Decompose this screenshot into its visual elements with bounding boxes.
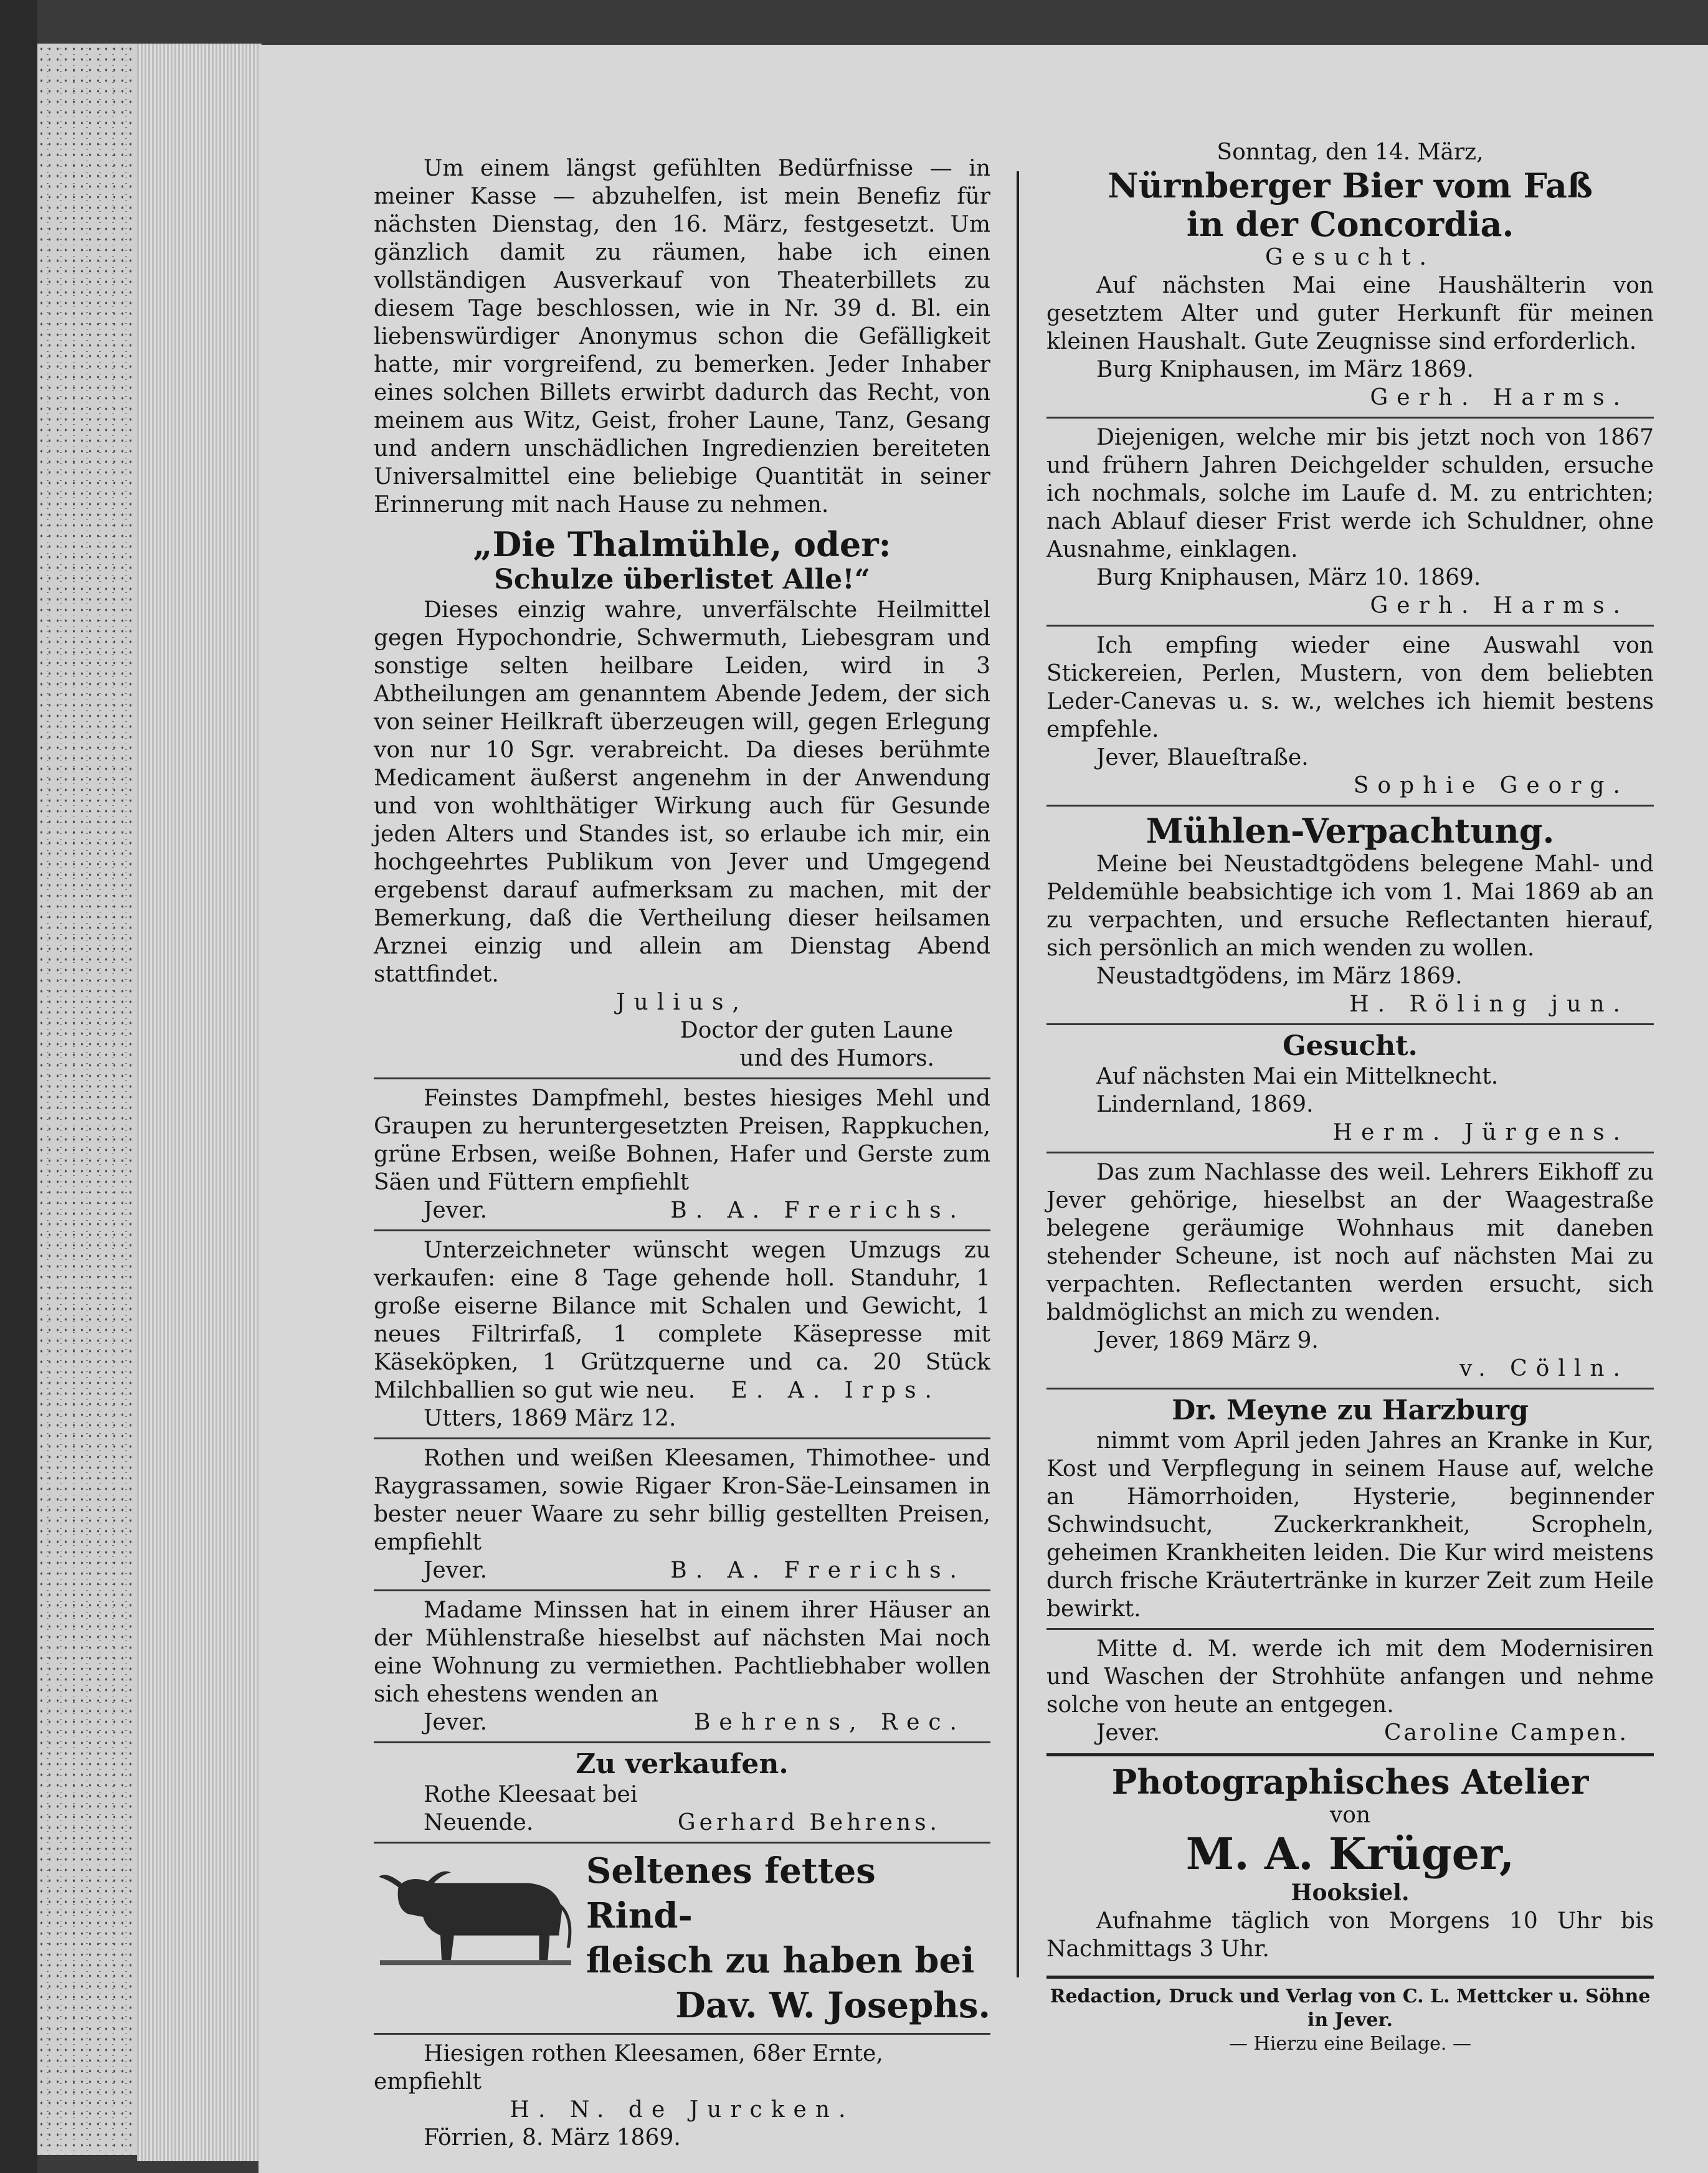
imprint-separator — [1046, 1976, 1654, 1979]
embroidery-place: Jever, Blaueſtraße. — [1096, 745, 1309, 770]
play-subtitle: Schulze überlistet Alle!“ — [494, 564, 870, 595]
mill-lease-text: Meine bei Neustadtgödens belegene Mahl- und Peldemühle beabsichtige ich vom 1. Mai 1869 ab an zu verpachten, und ersuche Reflectanten hierauf, sich persönlich an mich wenden zu wollen. — [1046, 851, 1654, 961]
ad-seeds-place: Jever. — [424, 1558, 488, 1583]
ad-apartment-signature — [374, 1708, 990, 1736]
farmhand-heading: Gesucht. — [1283, 1030, 1418, 1062]
beef-line-2: fleisch zu haben bei — [586, 1940, 975, 1981]
beef-ad-text — [586, 1849, 990, 2028]
ad-separator — [1046, 1628, 1654, 1630]
dike-fee-place: Burg Kniphausen, März 10. 1869. — [1096, 565, 1481, 590]
column-divider — [1017, 171, 1019, 1977]
photo-atelier-hours: Aufnahme täglich von Morgens 10 Uhr bis Nachmittags 3 Uhr. — [1046, 1908, 1654, 1962]
ad-separator — [1046, 1753, 1654, 1756]
play-title: „Die Thalmühle, oder: — [473, 524, 891, 564]
mill-lease-title: Mühlen-Verpachtung. — [1146, 811, 1555, 851]
book-spine-edge — [0, 0, 37, 2173]
ad-redclover-text: Hiesigen rothen Kleesamen, 68er Ernte, empfiehlt — [374, 2041, 883, 2095]
spa-heading: Dr. Meyne zu Harzburg — [1172, 1394, 1529, 1426]
straw-hats-signature — [1046, 1719, 1654, 1747]
housekeeper-text: Auf nächsten Mai eine Haushälterin von gesetztem Alter und guter Herkunft für meinen kleinen Haushalt. Gute Zeugnisse sind erforderlich. — [1046, 273, 1654, 354]
clover-seed-sig: Gerhard Behrens. — [677, 1810, 941, 1835]
ad-separator — [374, 1437, 990, 1439]
photo-atelier-von: von — [1329, 1802, 1371, 1828]
ad-sale-sig: E. A. Irps. — [731, 1378, 941, 1403]
clover-seed-signature — [374, 1809, 990, 1837]
signature-line-1: Doctor der guten Laune — [680, 1018, 953, 1043]
mill-lease-sig: H. Röling jun. — [1349, 992, 1629, 1017]
ad-apartment-sig: Behrens, Rec. — [693, 1710, 965, 1735]
ad-flour-place: Jever. — [424, 1198, 488, 1223]
signature-line-2: und des Humors. — [739, 1046, 934, 1071]
ad-separator — [1046, 1023, 1654, 1025]
beef-ad — [374, 1849, 990, 2028]
house-lease-sig: v. Cölln. — [1459, 1356, 1629, 1381]
ad-separator — [1046, 1152, 1654, 1153]
benefit-intro: Um einem längst gefühlten Bedürfnisse — in meiner Kasse — abzuhelfen, ist mein Benefiz für nächsten Dienstag, den 16. März, festgesetzt. Um gänzlich damit zu räumen, habe ich einen vollständigen Ausverkauf von Theaterbillets zu diesem Tage beschlossen, wie in Nr. 39 d. Bl. ein liebenswürdiger Anonymus schon die Gefälligkeit hatte, mir vorgreifend, zu bemerken. Jeder Inhaber eines solchen Billets erwirbt dadurch das Recht, von meinem aus Witz, Geist, froher Laune, Tanz, Gesang und andern unschädlichen Ingredienzien bereiteten Universalmittel eine beliebige Quantität in seiner Erinnerung mit nach Hause zu nehmen. — [374, 156, 990, 518]
right-column — [1046, 138, 1654, 2056]
clover-seed-line: Rothe Kleesaat bei — [424, 1782, 638, 1807]
embroidery-text: Ich empfing wieder eine Auswahl von Stickereien, Perlen, Mustern, von dem beliebten Leder-Canevas u. s. w., welches ich hiemit bestens empfehle. — [1046, 633, 1654, 742]
farmhand-place: Lindernland, 1869. — [1096, 1092, 1314, 1117]
ox-illustration — [374, 1849, 577, 1973]
photographer-name: M. A. Krüger, — [1185, 1828, 1515, 1880]
imprint-line: Redaction, Druck und Verlag von C. L. Mettcker u. Söhne in Jever. — [1050, 1986, 1651, 2031]
ad-redclover-place: Förrien, 8. März 1869. — [424, 2125, 681, 2151]
spa-text: nimmt vom April jeden Jahres an Kranke in Kur, Kost und Verpflegung in seinem Hause auf, welche an Hämorrhoiden, Hysterie, beginnender Schwindsucht, Zuckerkrankheit, Scropheln, geheimen Krankheiten leiden. Die Kur wird meistens durch frische Kräutertränke in kurzer Zeit zum Heile bewirkt. — [1046, 1428, 1654, 1622]
straw-hats-text: Mitte d. M. werde ich mit dem Modernisiren und Waschen der Strohhüte anfangen und nehme solche von heute an entgegen. — [1046, 1636, 1654, 1718]
ad-separator — [374, 1077, 990, 1079]
ad-flour-signature — [374, 1196, 990, 1224]
ad-separator — [1046, 625, 1654, 627]
ad-seeds-signature — [374, 1556, 990, 1584]
clover-seed-place: Neuende. — [424, 1810, 534, 1835]
ad-separator — [1046, 805, 1654, 807]
straw-hats-sig: Caroline Campen. — [1384, 1720, 1629, 1746]
beef-line-1: Seltenes fettes Rind- — [586, 1850, 876, 1936]
ad-separator — [374, 1741, 990, 1743]
ad-separator — [1046, 1388, 1654, 1389]
beef-line-3: Dav. W. Josephs. — [675, 1985, 990, 2026]
for-sale-heading: Zu verkaufen. — [576, 1748, 789, 1780]
housekeeper-place: Burg Kniphausen, im März 1869. — [1096, 357, 1474, 382]
play-description: Dieses einzig wahre, unverfälschte Heilmittel gegen Hypochondrie, Schwermuth, Liebesgram und sonstige selten heilbare Leiden, wird in 3 Abtheilungen am genanntem Abende Jedem, der sich von seiner Heilkraft überzeugen will, gegen Erlegung von nur 10 Sgr. verabreicht. Da dieses berühmte Medicament äußerst angenehm in der Anwendung und von wohlthätiger Wirkung auch für Gesunde jeden Alters und Standes ist, so erlaube ich mir, ein hochgeehrtes Publikum von Jever und Umgegend ergebenst darauf aufmerksam zu machen, mit der Bemerkung, daß die Vertheilung dieser heilsamen Arznei einzig und allein am Dienstag Abend stattfindet. — [374, 597, 990, 987]
page-stack — [137, 44, 262, 2161]
ad-separator — [374, 1589, 990, 1591]
ad-flour-text: Feinstes Dampfmehl, bestes hiesiges Mehl und Graupen zu heruntergesetzten Preisen, Rappkuchen, grüne Erbsen, weiße Bohnen, Hafer und Gerste zum Säen und Füttern empfiehlt — [374, 1086, 990, 1195]
ad-redclover-sig: H. N. de Jurcken. — [510, 2097, 855, 2123]
ad-separator — [374, 2033, 990, 2035]
ad-separator — [1046, 417, 1654, 419]
dike-fee-text: Diejenigen, welche mir bis jetzt noch von 1867 und frühern Jahren Deichgelder schulden, ersuche ich nochmals, solche im Laufe d. M. zu entrichten; nach Ablauf dieser Frist werde ich Schuldner, ohne Ausnahme, einklagen. — [1046, 425, 1654, 562]
housekeeper-heading: Gesucht. — [1265, 245, 1435, 270]
signature-name: Julius, — [616, 990, 748, 1015]
photo-atelier-title: Photographisches Atelier — [1111, 1762, 1589, 1802]
beer-title-2: in der Concordia. — [1186, 204, 1514, 244]
ad-apartment-text: Madame Minssen hat in einem ihrer Häuser an der Mühlenstraße hieselbst auf nächsten Mai noch eine Wohnung zu vermiethen. Pachtliebhaber wollen sich ehestens wenden an — [374, 1598, 990, 1707]
embroidery-sig: Sophie Georg. — [1353, 773, 1629, 798]
farmhand-sig: Herm. Jürgens. — [1332, 1120, 1629, 1145]
ad-sale-text: Unterzeichneter wünscht wegen Umzugs zu verkaufen: eine 8 Tage gehende holl. Standuhr, 1 große eiserne Bilance mit Schalen und Gewicht, 1 neues Filtrirfaß, 1 complete Käsepresse mit Käseköpken, 1 Grützquerne und ca. 20 Stück Milchballien so gut wie neu. — [374, 1238, 990, 1403]
ad-flour-sig: B. A. Frerichs. — [670, 1198, 965, 1223]
farmhand-text: Auf nächsten Mai ein Mittelknecht. — [1096, 1064, 1499, 1089]
straw-hats-place: Jever. — [1096, 1720, 1160, 1746]
ad-separator — [374, 1229, 990, 1231]
beer-title-1: Nürnberger Bier vom Faß — [1108, 166, 1593, 206]
dike-fee-sig: Gerh. Harms. — [1370, 593, 1629, 618]
ad-apartment-place: Jever. — [424, 1710, 488, 1735]
ad-sale-place: Utters, 1869 März 12. — [424, 1406, 676, 1431]
house-lease-text: Das zum Nachlasse des weil. Lehrers Eikhoff zu Jever gehörige, hieselbst an der Waagestraße belegene geräumige Wohnhaus mit daneben stehender Scheune, ist noch auf nächsten Mai zu verpachten. Reflectanten werden ersucht, sich baldmöglichst an mich zu wenden. — [1046, 1160, 1654, 1325]
photo-atelier-place: Hooksiel. — [1291, 1880, 1410, 1906]
supplement-note: — Hierzu eine Beilage. — — [1229, 2033, 1471, 2055]
ad-separator — [374, 1842, 990, 1844]
ad-seeds-sig: B. A. Frerichs. — [670, 1558, 965, 1583]
left-column — [374, 154, 990, 2152]
house-lease-place: Jever, 1869 März 9. — [1096, 1328, 1319, 1353]
beer-date: Sonntag, den 14. März, — [1217, 140, 1484, 165]
marbled-book-edge — [37, 44, 137, 2155]
ad-seeds-text: Rothen und weißen Kleesamen, Thimothee- und Raygrassamen, sowie Rigaer Kron-Säe-Leinsamen in bester neuer Waare zu sehr billig gestellten Preisen, empfiehlt — [374, 1446, 990, 1555]
housekeeper-sig: Gerh. Harms. — [1370, 385, 1629, 410]
mill-lease-place: Neustadtgödens, im März 1869. — [1096, 963, 1463, 989]
